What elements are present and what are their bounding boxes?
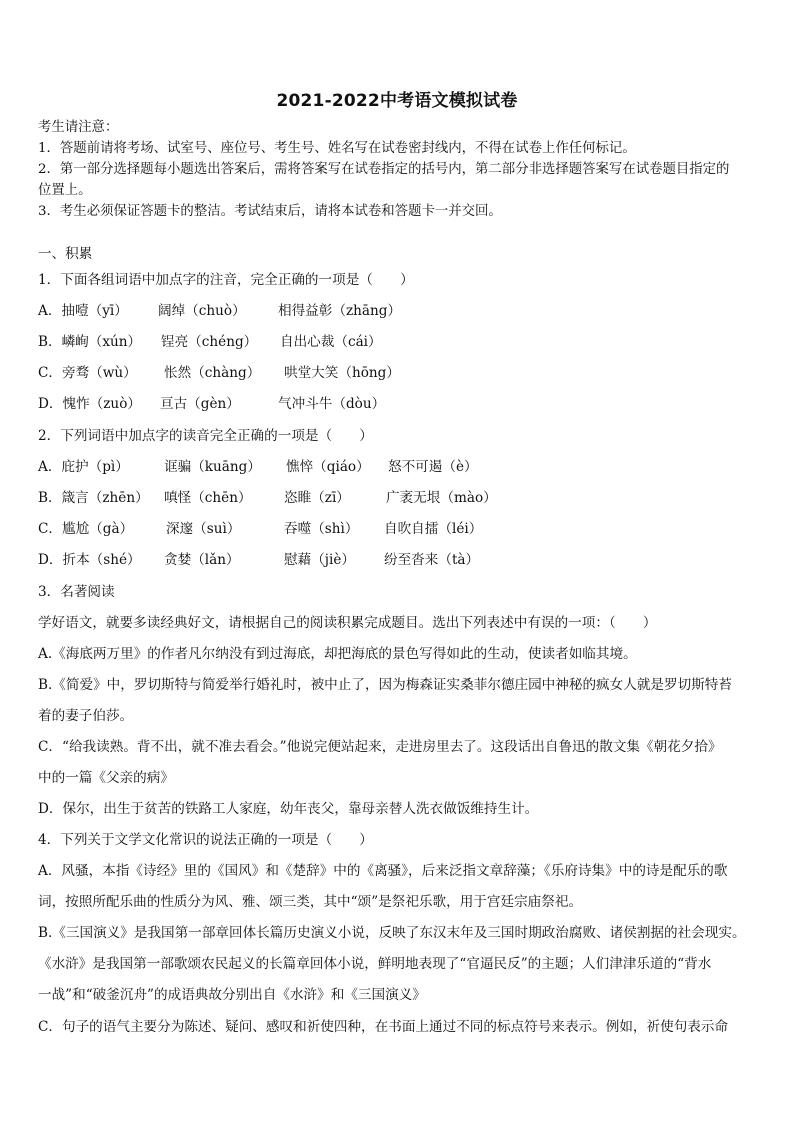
option-b-word-3: 自出心裁（cái）: [280, 334, 382, 350]
option-b-word-2: 嗔怪（chēn）: [164, 490, 252, 506]
question-stem: 2．下列词语中加点字的读音完全正确的一项是（ ）: [38, 428, 373, 444]
option-a: A．庇护（pì）: [38, 459, 129, 475]
option-c: C．尴尬（gà）: [38, 521, 134, 537]
option-d-word-2: 贪婪（lǎn）: [164, 552, 240, 568]
option-a-word-4: 怒不可遏（è）: [388, 459, 478, 475]
question-heading: 3．名著阅读: [38, 584, 115, 600]
option-a: A．抽噎（yī）: [38, 303, 128, 319]
option-b: B.《简爱》中，罗切斯特与简爱举行婚礼时，被中止了，因为梅森证实桑菲尔德庄园中神秘的疯女人就是罗切斯特苔: [38, 677, 732, 693]
question-stem: 学好语文，就要多读经典好文，请根据自己的阅读积累完成题目。选出下列表述中有误的一项：（ ）: [38, 615, 657, 631]
notice-item: 1．答题前请将考场、试室号、座位号、考生号、姓名写在试卷密封线内，不得在试卷上作任何标记。: [38, 141, 636, 156]
option-b: B.《三国演义》是我国第一部章回体长篇历史演义小说，反映了东汉末年及三国时期政治腐败、诸侯割据的社会现实。: [38, 925, 746, 941]
option-b-word-2: 锃亮（chéng）: [161, 334, 258, 350]
option-b-continued: 一战”和“破釜沉舟”的成语典故分别出自《水浒》和《三国演义》: [38, 987, 426, 1003]
question-stem: 4．下列关于文学文化常识的说法正确的一项是（ ）: [38, 832, 373, 848]
option-c-word-3: 吞噬（shì）: [284, 521, 359, 537]
page-title: 2021-2022中考语文模拟试卷: [276, 91, 518, 111]
option-a: A．风骚，本指《诗经》里的《国风》和《楚辞》中的《离骚》，后来泛指文章辞藻；《乐府诗集》中的诗是配乐的歌: [38, 863, 728, 879]
option-c-word-2: 怅然（chàng）: [164, 365, 261, 381]
section-heading: 一、积累: [38, 246, 93, 262]
option-c-word-4: 自吹自擂（léi）: [384, 521, 483, 537]
option-b: B．嶙峋（xún）: [38, 334, 142, 350]
option-c-continued: 中的一篇《父亲的病》: [38, 770, 174, 786]
option-b-word-3: 恣睢（zī）: [284, 490, 350, 506]
option-a-continued: 词，按照所配乐曲的性质分为风、雅、颂三类，其中“颂”是祭祀乐歌，用于宫廷宗庙祭祀。: [38, 894, 583, 910]
notice-item: 2．第一部分选择题每小题选出答案后，需将答案写在试卷指定的括号内，第二部分非选择题答案写在试卷题目指定的: [38, 162, 730, 177]
question-stem: 1．下面各组词语中加点字的注音，完全正确的一项是（ ）: [38, 272, 414, 288]
option-a-word-3: 憔悴（qiáo）: [286, 459, 370, 475]
option-d-word-3: 慰藉（jiè）: [284, 552, 355, 568]
notice-heading: 考生请注意：: [38, 120, 119, 135]
option-d-word-3: 气冲斗牛（dòu）: [278, 396, 386, 412]
option-d-word-4: 纷至沓来（tà）: [384, 552, 480, 568]
option-d: D．保尔，出生于贫苦的铁路工人家庭，幼年丧父，靠母亲替人洗衣做饭维持生计。: [38, 801, 539, 817]
option-c-word-3: 哄堂大笑（hōng）: [284, 365, 400, 381]
option-a-word-2: 阔绰（chuò）: [158, 303, 246, 319]
option-d: D．折本（shé）: [38, 552, 141, 568]
option-b: B．箴言（zhēn）: [38, 490, 149, 506]
option-b-continued: 《水浒》是我国第一部歌颂农民起义的长篇章回体小说，鲜明地表现了“官逼民反”的主题；人们津津乐道的“背水: [38, 956, 712, 972]
option-c: C．旁骛（wù）: [38, 365, 137, 381]
option-a-word-2: 诓骗（kuāng）: [164, 459, 261, 475]
option-d-word-2: 亘古（gèn）: [160, 396, 240, 412]
option-b-word-4: 广袤无垠（mào）: [386, 490, 497, 506]
option-c: C．“给我读熟。背不出，就不准去看会。”他说完便站起来，走进房里去了。这段话出自鲁迅的散文集《朝花夕拾》: [38, 739, 722, 755]
option-a: A.《海底两万里》的作者凡尔纳没有到过海底，却把海底的景色写得如此的生动，使读者如临其境。: [38, 646, 637, 662]
option-b-continued: 着的妻子伯莎。: [38, 708, 134, 724]
option-c: C．句子的语气主要分为陈述、疑问、感叹和祈使四种，在书面上通过不同的标点符号来表示。例如，祈使句表示命: [38, 1019, 729, 1035]
option-a-word-3: 相得益彰（zhāng）: [278, 303, 402, 319]
option-d: D．愧怍（zuò）: [38, 396, 141, 412]
option-c-word-2: 深邃（suì）: [166, 521, 241, 537]
notice-item: 位置上。: [38, 183, 92, 198]
notice-item: 3．考生必须保证答题卡的整洁。考试结束后，请将本试卷和答题卡一并交回。: [38, 204, 502, 219]
